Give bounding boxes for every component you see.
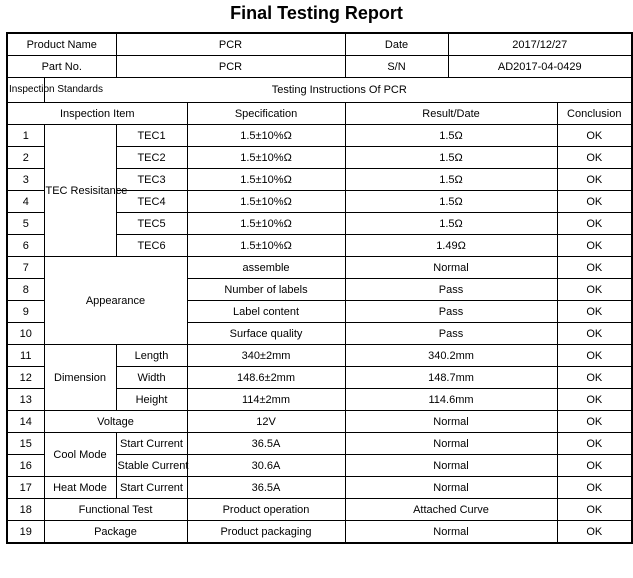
spec-cell: Product operation (187, 499, 345, 521)
group-dimension: Dimension (44, 345, 116, 411)
result-cell: 114.6mm (345, 389, 557, 411)
result-cell: 1.5Ω (345, 125, 557, 147)
conclusion-cell: OK (557, 301, 632, 323)
result-cell: Pass (345, 301, 557, 323)
conclusion-cell: OK (557, 279, 632, 301)
conclusion-cell: OK (557, 367, 632, 389)
row-number: 4 (7, 191, 44, 213)
part-no-label: Part No. (7, 56, 116, 78)
item-cell: Stable Current (116, 455, 187, 477)
table-row (7, 125, 632, 147)
result-cell: Pass (345, 279, 557, 301)
row-number: 14 (7, 411, 44, 433)
spec-cell: 1.5±10%Ω (187, 125, 345, 147)
group-appearance: Appearance (44, 257, 187, 345)
item-cell: Length (116, 345, 187, 367)
item-cell: Width (116, 367, 187, 389)
conclusion-cell: OK (557, 433, 632, 455)
conclusion-cell: OK (557, 477, 632, 499)
report-table (6, 32, 633, 544)
table-row (7, 433, 632, 455)
result-cell: Pass (345, 323, 557, 345)
group-heat-mode: Heat Mode (44, 477, 116, 499)
table-row (7, 257, 632, 279)
spec-cell: 12V (187, 411, 345, 433)
table-row (7, 345, 632, 367)
row-number: 1 (7, 125, 44, 147)
col-inspection-item: Inspection Item (7, 103, 187, 125)
sn-label: S/N (345, 56, 448, 78)
spec-cell: 114±2mm (187, 389, 345, 411)
row-number: 17 (7, 477, 44, 499)
date-value: 2017/12/27 (448, 33, 632, 56)
item-cell: Functional Test (44, 499, 187, 521)
conclusion-cell: OK (557, 235, 632, 257)
header-row-part (7, 56, 632, 78)
conclusion-cell: OK (557, 455, 632, 477)
product-name-value: PCR (116, 33, 345, 56)
row-number: 19 (7, 521, 44, 544)
row-number: 13 (7, 389, 44, 411)
spec-cell: 1.5±10%Ω (187, 235, 345, 257)
row-number: 3 (7, 169, 44, 191)
sn-value: AD2017-04-0429 (448, 56, 632, 78)
result-cell: Normal (345, 521, 557, 544)
inspection-standards-label: Inspection Standards (7, 78, 44, 103)
table-row (7, 521, 632, 544)
result-cell: Normal (345, 411, 557, 433)
result-cell: Normal (345, 477, 557, 499)
row-number: 9 (7, 301, 44, 323)
result-cell: 1.5Ω (345, 169, 557, 191)
spec-cell: 30.6A (187, 455, 345, 477)
spec-cell: 1.5±10%Ω (187, 169, 345, 191)
conclusion-cell: OK (557, 125, 632, 147)
table-row (7, 499, 632, 521)
product-name-label: Product Name (7, 33, 116, 56)
spec-cell: Label content (187, 301, 345, 323)
spec-cell: Surface quality (187, 323, 345, 345)
row-number: 11 (7, 345, 44, 367)
row-number: 8 (7, 279, 44, 301)
item-cell: TEC5 (116, 213, 187, 235)
spec-cell: 1.5±10%Ω (187, 191, 345, 213)
spec-cell: Number of labels (187, 279, 345, 301)
conclusion-cell: OK (557, 345, 632, 367)
conclusion-cell: OK (557, 323, 632, 345)
item-cell: TEC4 (116, 191, 187, 213)
conclusion-cell: OK (557, 147, 632, 169)
inspection-standards-value: Testing Instructions Of PCR (44, 78, 632, 103)
result-cell: 148.7mm (345, 367, 557, 389)
result-cell: Attached Curve (345, 499, 557, 521)
conclusion-cell: OK (557, 213, 632, 235)
item-cell: Start Current (116, 477, 187, 499)
item-cell: TEC3 (116, 169, 187, 191)
row-number: 5 (7, 213, 44, 235)
col-specification: Specification (187, 103, 345, 125)
item-cell: Package (44, 521, 187, 544)
result-cell: Normal (345, 455, 557, 477)
date-label: Date (345, 33, 448, 56)
header-row-standards (7, 78, 632, 103)
spec-cell: 1.5±10%Ω (187, 147, 345, 169)
spec-cell: 1.5±10%Ω (187, 213, 345, 235)
item-cell: Start Current (116, 433, 187, 455)
row-number: 10 (7, 323, 44, 345)
spec-cell: 148.6±2mm (187, 367, 345, 389)
row-number: 16 (7, 455, 44, 477)
result-cell: 1.5Ω (345, 213, 557, 235)
part-no-value: PCR (116, 56, 345, 78)
spec-cell: 36.5A (187, 433, 345, 455)
table-row (7, 411, 632, 433)
column-header-row (7, 103, 632, 125)
row-number: 2 (7, 147, 44, 169)
row-number: 18 (7, 499, 44, 521)
result-cell: 340.2mm (345, 345, 557, 367)
spec-cell: 340±2mm (187, 345, 345, 367)
row-number: 15 (7, 433, 44, 455)
header-row-product (7, 33, 632, 56)
page-title: Final Testing Report (230, 3, 403, 23)
group-tec-resistance: TEC Resisitance (44, 125, 116, 257)
spec-cell: assemble (187, 257, 345, 279)
item-cell: Height (116, 389, 187, 411)
result-cell: 1.5Ω (345, 191, 557, 213)
result-cell: 1.5Ω (345, 147, 557, 169)
row-number: 12 (7, 367, 44, 389)
row-number: 6 (7, 235, 44, 257)
col-conclusion: Conclusion (557, 103, 632, 125)
conclusion-cell: OK (557, 257, 632, 279)
col-result-date: Result/Date (345, 103, 557, 125)
item-cell: TEC1 (116, 125, 187, 147)
conclusion-cell: OK (557, 521, 632, 544)
group-cool-mode: Cool Mode (44, 433, 116, 477)
item-cell: TEC6 (116, 235, 187, 257)
table-row (7, 477, 632, 499)
spec-cell: 36.5A (187, 477, 345, 499)
conclusion-cell: OK (557, 499, 632, 521)
conclusion-cell: OK (557, 411, 632, 433)
conclusion-cell: OK (557, 191, 632, 213)
conclusion-cell: OK (557, 169, 632, 191)
result-cell: 1.49Ω (345, 235, 557, 257)
spec-cell: Product packaging (187, 521, 345, 544)
item-cell: TEC2 (116, 147, 187, 169)
result-cell: Normal (345, 257, 557, 279)
conclusion-cell: OK (557, 389, 632, 411)
row-number: 7 (7, 257, 44, 279)
result-cell: Normal (345, 433, 557, 455)
item-cell: Voltage (44, 411, 187, 433)
